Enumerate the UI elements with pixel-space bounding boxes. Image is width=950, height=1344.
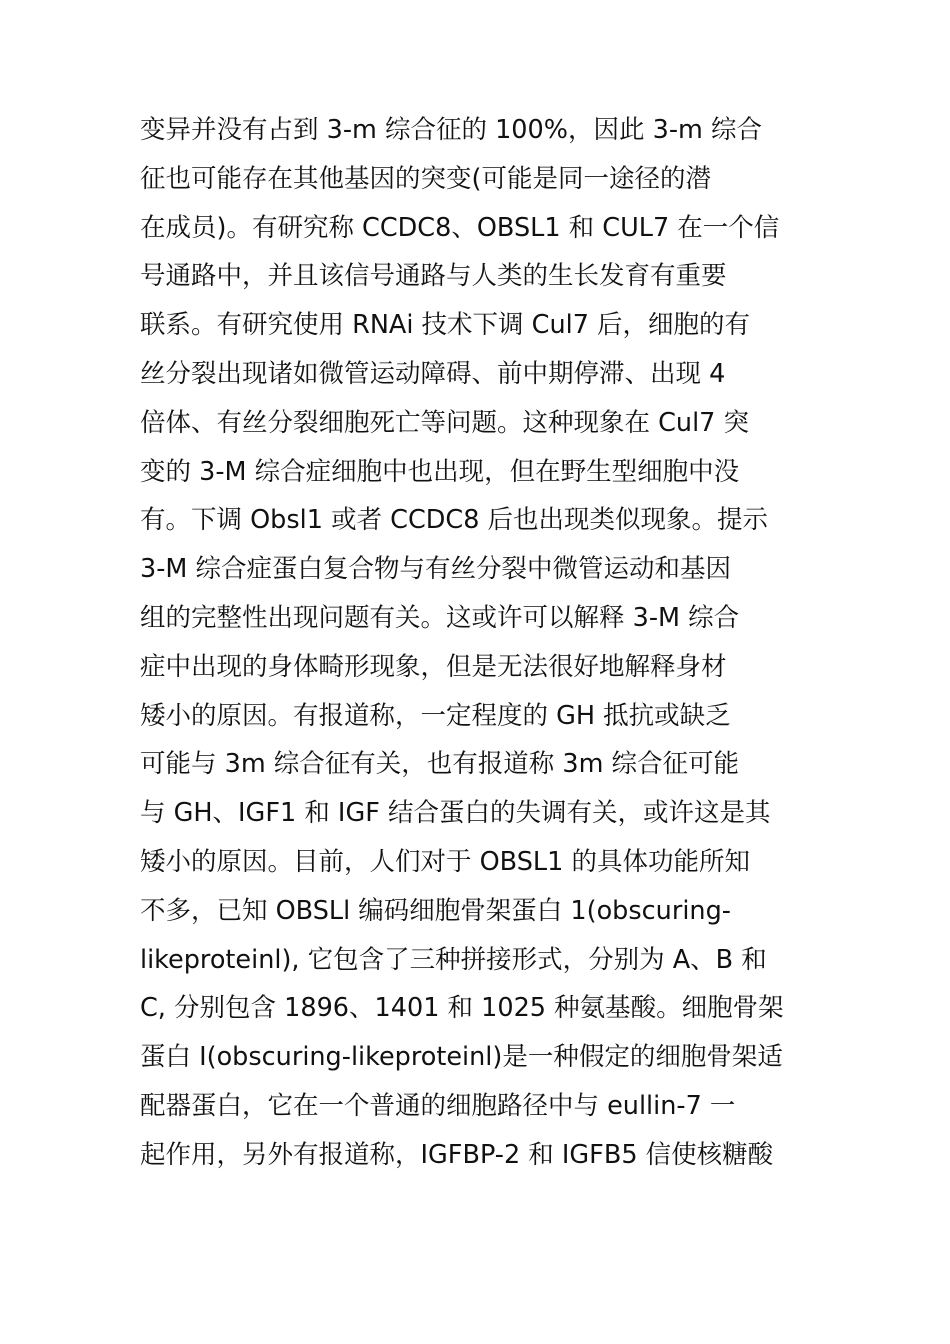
paragraph-line: 起作用，另外有报道称，IGFBP-2 和 IGFB5 信使核糖酸 xyxy=(140,1139,774,1170)
paragraph-line: 可能与 3m 综合征有关，也有报道称 3m 综合征可能 xyxy=(140,749,740,780)
paragraph-line: 有。下调 Obsl1 或者 CCDC8 后也出现类似现象。提示 xyxy=(140,505,769,536)
paragraph-line: 蛋白 I(obscuring-likeproteinl)是一种假定的细胞骨架适 xyxy=(140,1042,783,1073)
paragraph-line: 矮小的原因。目前，人们对于 OBSL1 的具体功能所知 xyxy=(140,846,750,877)
paragraph-line: 变异并没有占到 3-m 综合征的 100%，因此 3-m 综合 xyxy=(140,115,762,145)
paragraph-line: 变的 3-M 综合症细胞中也出现，但在野生型细胞中没 xyxy=(140,456,740,487)
paragraph-line: 联系。有研究使用 RNAi 技术下调 Cul7 后，细胞的有 xyxy=(140,310,751,341)
paragraph-line: 症中出现的身体畸形现象，但是无法很好地解释身材 xyxy=(140,651,727,682)
paragraph-line: 3-M 综合症蛋白复合物与有丝分裂中微管运动和基因 xyxy=(140,554,732,585)
paragraph-line: 号通路中，并且该信号通路与人类的生长发育有重要 xyxy=(140,261,727,292)
paragraph-line: 与 GH、IGF1 和 IGF 结合蛋白的失调有关，或许这是其 xyxy=(140,798,771,829)
paragraph-line: 在成员)。有研究称 CCDC8、OBSL1 和 CUL7 在一个信 xyxy=(140,212,780,243)
paragraph-line: 丝分裂出现诸如微管运动障碍、前中期停滞、出现 4 xyxy=(140,358,726,389)
body-paragraph xyxy=(140,106,820,1180)
paragraph-line: 倍体、有丝分裂细胞死亡等问题。这种现象在 Cul7 突 xyxy=(140,407,749,438)
paragraph-line: 矮小的原因。有报道称，一定程度的 GH 抵抗或缺乏 xyxy=(140,700,731,731)
paragraph-line: likeproteinl), 它包含了三种拼接形式，分别为 A、B 和 xyxy=(140,944,767,975)
paragraph-line: 组的完整性出现问题有关。这或许可以解释 3-M 综合 xyxy=(140,602,740,633)
paragraph-line: 配器蛋白，它在一个普通的细胞路径中与 eullin-7 一 xyxy=(140,1090,736,1121)
paragraph-line: C, 分别包含 1896、1401 和 1025 种氨基酸。细胞骨架 xyxy=(140,993,784,1024)
paragraph-line: 征也可能存在其他基因的突变(可能是同一途径的潜 xyxy=(140,163,711,194)
paragraph-line: 不多，已知 OBSLl 编码细胞骨架蛋白 1(obscuring- xyxy=(140,895,731,926)
